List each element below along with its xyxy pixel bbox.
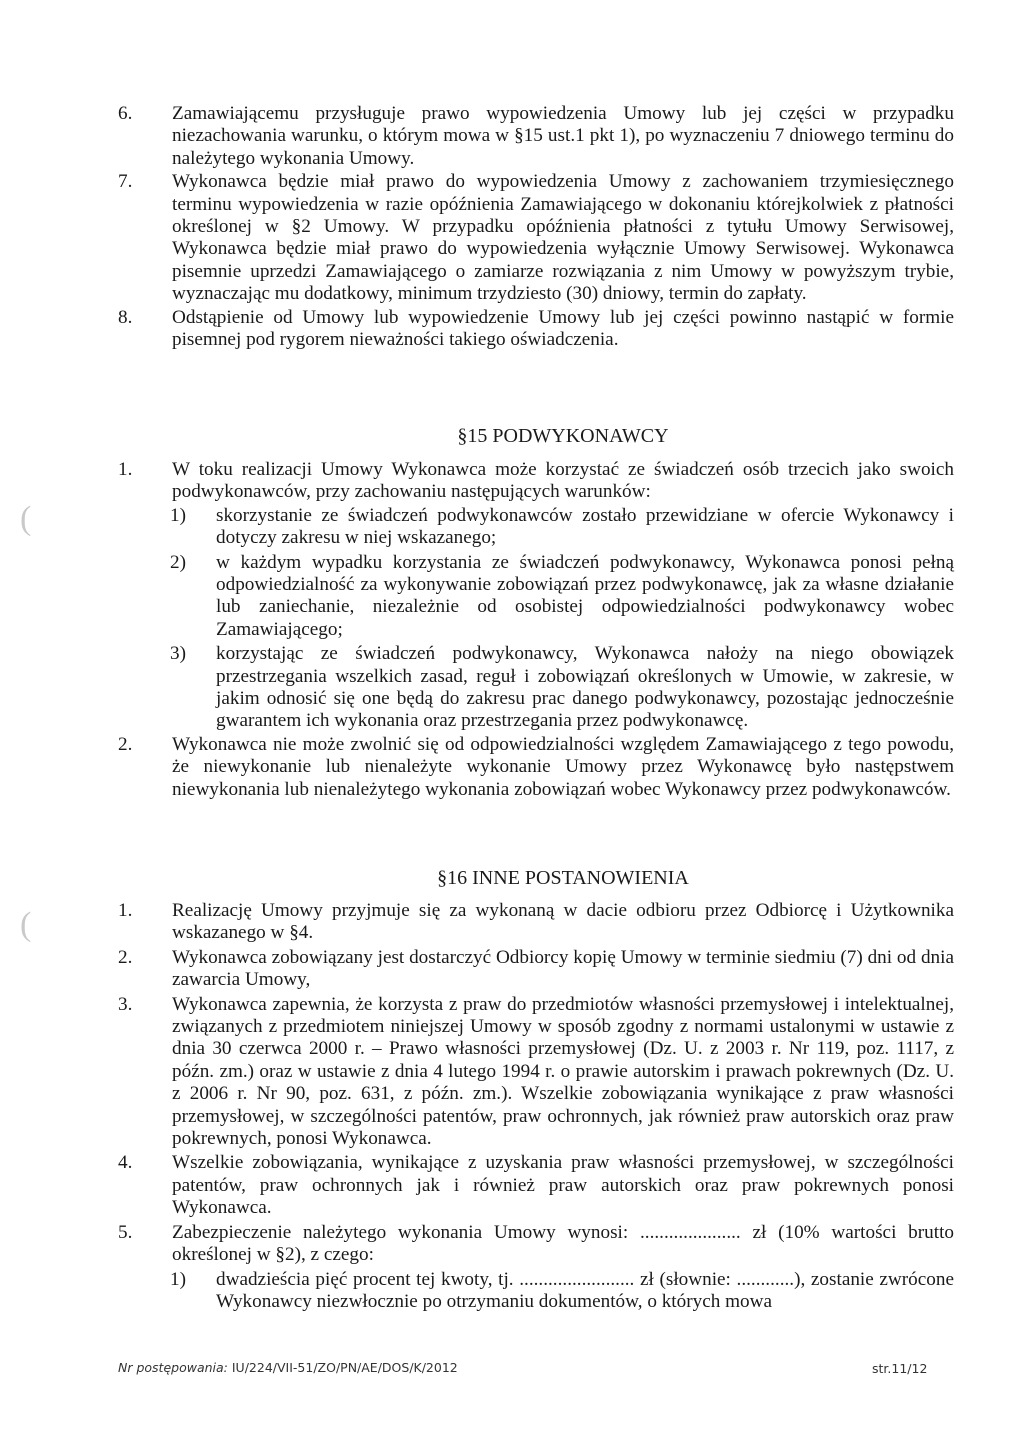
subitem-number: 1) — [170, 504, 186, 526]
list-item — [118, 307, 954, 352]
list-item — [118, 171, 954, 305]
item-number: 6. — [118, 103, 133, 124]
item-text: Wykonawca zapewnia, że korzysta z praw do przedmiotów własności przemysłowej i intelektualnej, związanych z przedmiotem niniejszej Umowy w sposób zgodny z normami ustalonymi w ustawie z dnia 30 czerwca 2000 r. – Prawo własności przemysłowej (Dz. U. z 2003 r. Nr 119, poz. 1117, z późn. zm.) oraz w ustawie z dnia 4 lutego 1994 r. o prawie autorskim i prawach pokrewnych (Dz. U. z 2006 r. Nr 90, poz. 631, z późn. zm.). Wszelkie zobowiązania wynikające z praw własności przemysłowej, w szczególności patentów, praw ochronnych, jak również praw autorskich oraz praw pokrewnych, ponosi Wykonawca. — [172, 993, 954, 1150]
item-text: Wykonawca zobowiązany jest dostarczyć Odbiorcy kopię Umowy w terminie siedmiu (7) dni od dnia zawarcia Umowy, — [172, 946, 954, 991]
footer-case-id: IU/224/VII-51/ZO/PN/AE/DOS/K/2012 — [231, 1360, 458, 1375]
item-text: Odstąpienie od Umowy lub wypowiedzenie Umowy lub jej części powinno nastąpić w formie pisemnej pod rygorem nieważności takiego oświadczenia. — [172, 306, 954, 351]
item-number: 7. — [118, 171, 133, 193]
subitem-number: 2) — [170, 551, 186, 573]
subitem-number: 3) — [170, 643, 186, 665]
subitem-number: 1) — [170, 1268, 186, 1290]
list-item — [118, 1222, 954, 1267]
footer-label: Nr postępowania: — [118, 1360, 228, 1375]
list-item — [118, 900, 954, 945]
sub-list-item — [118, 552, 954, 642]
section-heading: §16 INNE POSTANOWIENIA — [437, 867, 689, 889]
sub-list-item — [118, 643, 954, 733]
section-15-body — [118, 459, 954, 801]
item-text: W toku realizacji Umowy Wykonawca może korzystać ze świadczeń osób trzecich jako swoich podwykonawców, przy zachowaniu następujących warunków: — [172, 459, 954, 503]
list-item — [118, 734, 954, 801]
item-number: 5. — [118, 1221, 133, 1243]
margin-bracket-mark: ( — [20, 906, 32, 943]
item-text: Wykonawca będzie miał prawo do wypowiedzenia Umowy z zachowaniem trzymiesięcznego terminu wypowiedzenia w razie opóźnienia Zamawiającego w dokonaniu którejkolwiek z płatności określonej w §2 Umowy. W przypadku opóźnienia płatności z tytułu Umowy Serwisowej, Wykonawca będzie miał prawo do wypowiedzenia wyłącznie Umowy Serwisowej. Wykonawca pisemnie uprzedzi Zamawiającego o zamiarze rozwiązania z nim Umowy w powyższym trybie, wyznaczając mu dodatkowy, minimum trzydziesto (30) dniowy, termin do zapłaty. — [172, 171, 954, 305]
section-heading: §15 PODWYKONAWCY — [457, 425, 669, 447]
subitem-text: w każdym wypadku korzystania ze świadczeń podwykonawcy, Wykonawca ponosi pełną odpowiedzialność za wykonywanie zobowiązań przez podwykonawcę, jak za własne działanie lub zaniechanie, niezależnie od osobistej odpowiedzialności podwykonawcy wobec Zamawiającego; — [216, 551, 954, 640]
sub-list-item — [118, 505, 954, 550]
list-item — [118, 459, 954, 504]
page-number: str.11/12 — [872, 1361, 928, 1376]
subitem-text: dwadzieścia pięć procent tej kwoty, tj. ........................ zł (słownie: ............), zostanie zwrócone Wykonawcy niezwłocznie po otrzymaniu dokumentów, o których mowa — [216, 1268, 954, 1312]
item-text: Zamawiającemu przysługuje prawo wypowiedzenia Umowy lub jej części w przypadku niezachowania warunku, o którym mowa w §15 ust.1 pkt 1), po wyznaczeniu 7 dniowego terminu do należytego wykonania Umowy. — [172, 103, 954, 169]
item-number: 3. — [118, 993, 133, 1015]
item-number: 8. — [118, 306, 133, 328]
list-item — [118, 103, 954, 170]
item-text: Wszelkie zobowiązania, wynikające z uzyskania praw własności przemysłowej, w szczególności patentów, praw ochronnych jak i również praw autorskich oraz praw pokrewnych ponosi Wykonawca. — [172, 1152, 954, 1219]
item-number: 1. — [118, 900, 133, 921]
item-number: 1. — [118, 459, 133, 480]
list-item — [118, 1152, 954, 1219]
section-16 — [118, 866, 954, 890]
section-16-body — [118, 900, 954, 1313]
list-item — [118, 947, 954, 992]
list-item — [118, 994, 954, 1151]
footer-case-number — [118, 1360, 458, 1375]
sub-list-item — [118, 1269, 954, 1314]
item-text: Realizację Umowy przyjmuje się za wykonaną w dacie odbioru przez Odbiorcę i Użytkownika wskazanego w §4. — [172, 900, 954, 944]
margin-bracket-mark: ( — [20, 500, 32, 537]
subitem-text: skorzystanie ze świadczeń podwykonawców zostało przewidziane w ofercie Wykonawcy i dotyczy zakresu w niej wskazanego; — [216, 504, 954, 549]
item-text: Zabezpieczenie należytego wykonania Umowy wynosi: ..................... zł (10% wartości brutto określonej w §2), z czego: — [172, 1221, 954, 1266]
item-number: 2. — [118, 733, 133, 755]
section-15 — [118, 424, 954, 448]
subitem-text: korzystając ze świadczeń podwykonawcy, Wykonawca nałoży na niego obowiązek przestrzegania wszelkich zasad, reguł i zobowiązań określonych w Umowie, w zakresie, w jakim odnosić się one będą do zakresu prac danego podwykonawcy, pozostając jednocześnie gwarantem ich wykonania oraz przestrzegania przez podwykonawcę. — [216, 643, 954, 732]
item-text: Wykonawca nie może zwolnić się od odpowiedzialności względem Zamawiającego z tego powodu, że niewykonanie lub nienależyte wykonanie Umowy przez Wykonawcę było następstwem niewykonania lub nienależytego wykonania zobowiązań wobec Wykonawcy przez podwykonawców. — [172, 733, 954, 800]
item-number: 4. — [118, 1152, 133, 1174]
items-top-block — [118, 103, 954, 351]
item-number: 2. — [118, 946, 133, 968]
